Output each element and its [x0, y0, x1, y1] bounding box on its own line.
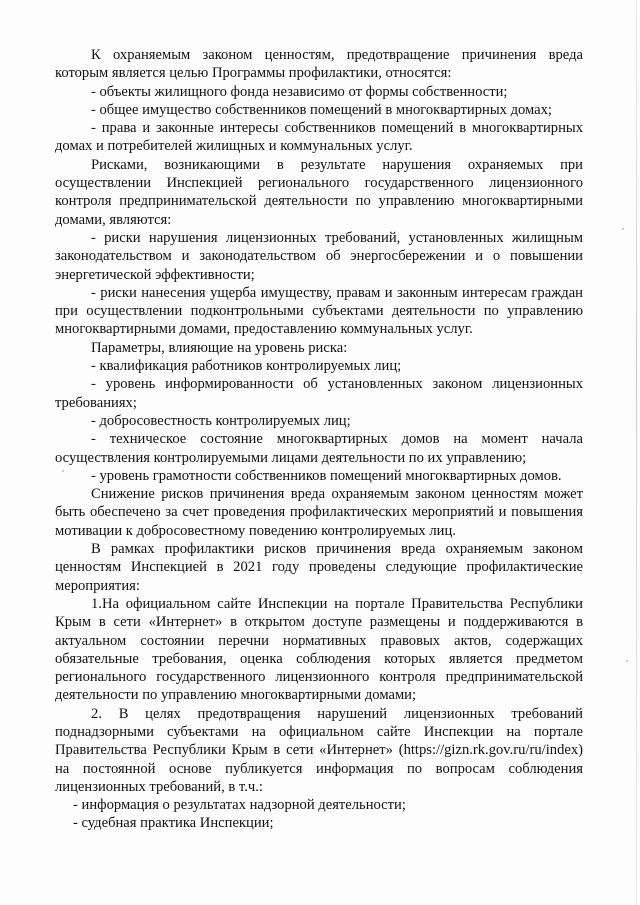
list-item-integrity: - добросовестность контролируемых лиц; [91, 412, 351, 429]
paragraph-measure-2: 2. В целях предотвращения нарушений лицензионных требований поднадзорными субъектами на официальном сайте Инспекции на портале Правительства Республики Крым в сети «Интернет» (https://gizn.rk.gov.ru/ru/index) на постоянной основе публикуется информация по вопросам соблюдения лицензионных требований, в т.ч.: [55, 705, 583, 795]
scan-speck [626, 660, 628, 662]
scan-speck [622, 228, 624, 230]
paragraph-risks-intro: Рисками, возникающими в результате нарушения охраняемых при осуществлении Инспекцией регионального государственного лицензионного контроля предпринимательской деятельности по управлению многоквартирными домами, являются: [55, 156, 583, 228]
list-item-staff-qualification: - квалификация работников контролируемых лиц; [91, 358, 402, 375]
paragraph-measure-1: 1.На официальном сайте Инспекции на портале Правительства Республики Крым в сети «Интернет» в открытом доступе размещены и поддерживаются в актуальном состоянии перечни нормативных правовых актов, содержащих обязательные требования, оценка соблюдения которых является предметом регионального государственного лицензионного контроля предпринимательской деятельности по управлению многоквартирными домами; [55, 595, 583, 704]
list-item-court-practice: - судебная практика Инспекции; [73, 815, 274, 832]
list-item-technical-condition: - техническое состояние многоквартирных домов на момент начала осуществления контролируемыми лицами деятельности по их управлению; [55, 431, 583, 466]
paragraph-risk-parameters: Параметры, влияющие на уровень риска: [91, 339, 348, 356]
scan-edge-shadow [636, 0, 637, 905]
list-item-awareness-level: - уровень информированности об установленных законом лицензионных требованиях; [55, 376, 583, 411]
paragraph-intro: К охраняемым законом ценностям, предотвращение причинения вреда которым является целью Программы профилактики, относятся: [55, 47, 583, 82]
list-item-supervision-results: - информация о результатах надзорной деятельности; [73, 797, 406, 814]
paragraph-risk-reduction: Снижение рисков причинения вреда охраняемым законом ценностям может быть обеспечено за счет проведения профилактических мероприятий и повышения мотивации к добросовестному поведению контролируемых лиц. [55, 486, 583, 539]
list-item-risk-license-violation: - риски нарушения лицензионных требований, установленных жилищным законодательством и законодательством об энергосбережении и о повышении энергетической эффективности; [55, 229, 583, 283]
scan-speck [62, 470, 64, 472]
list-item-housing-objects: - объекты жилищного фонда независимо от формы собственности; [91, 83, 508, 100]
paragraph-measures-intro: В рамках профилактики рисков причинения вреда охраняемым законом ценностям Инспекцией в 2021 году проведены следующие профилактические мероприятия: [55, 541, 583, 594]
list-item-risk-damage: - риски нанесения ущерба имуществу, правам и законным интересам граждан при осуществлении подконтрольными субъектами деятельности по управлению многоквартирными домами, предоставлению коммунальных услуг. [55, 284, 583, 338]
list-item-common-property: - общее имущество собственников помещений в многоквартирных домах; [91, 101, 552, 118]
list-item-owner-rights: - права и законные интересы собственников помещений в многоквартирных домах и потребителей жилищных и коммунальных услуг. [55, 120, 583, 155]
document-body [55, 46, 583, 833]
list-item-owner-literacy: - уровень грамотности собственников помещений многоквартирных домов. [91, 467, 562, 484]
